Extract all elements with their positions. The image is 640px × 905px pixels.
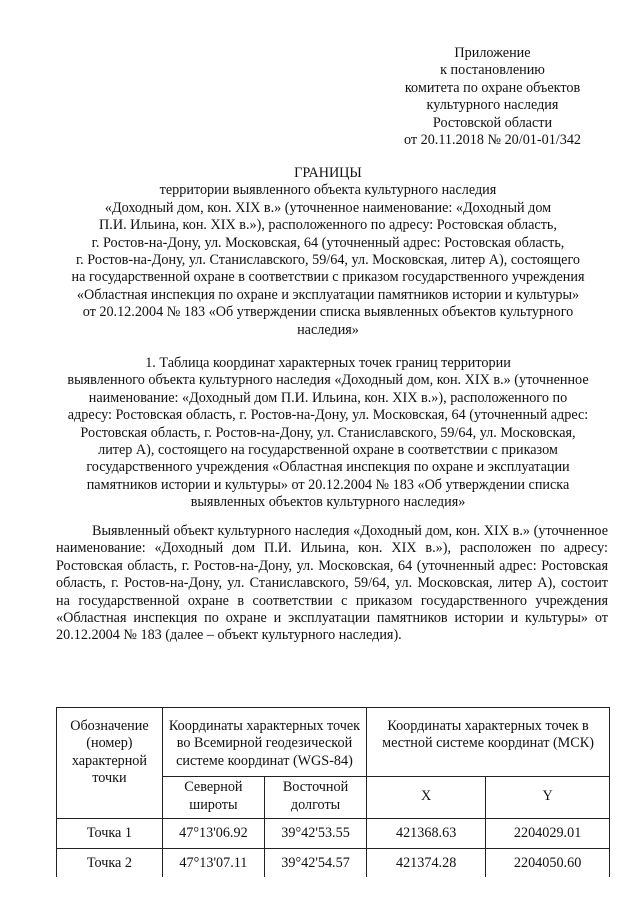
section-line: 1. Таблица координат характерных точек границ территории (145, 355, 511, 371)
title-line: «Доходный дом, кон. XIX в.» (уточненное наименование: «Доходный дом (104, 199, 552, 216)
title-heading: ГРАНИЦЫ (294, 165, 362, 181)
section-line: государственного учреждения «Областная инспекция по охране и эксплуатации (86, 459, 570, 476)
subheader-east: Восточной долготы (264, 777, 366, 819)
cell-point: Точка 1 (57, 819, 163, 849)
table-header-row (57, 708, 610, 777)
cell-east: 39°42'54.57 (264, 849, 366, 877)
body-paragraph: Выявленный объект культурного наследия «Доходный дом, кон. XIX в.» (уточненное наименование: «Доходный дом П.И. Ильина, кон. XIX в.»), расположен по адресу: Ростовская область, г. Ростов-на-Дону, ул. Московская, 64 (уточненный адрес: Ростовская область, г. Ростов-на-Дону, ул. Станиславского, 59/64, ул. Московская, литер А), состоит на государственной охране в соответствии с приказом государственного учреждения «Областная инспекция по охране и эксплуатации памятников истории и культуры» от 20.12.2004 № 183 (далее – объект культурного наследия). (56, 523, 608, 644)
cell-east: 39°42'53.55 (264, 819, 366, 849)
appendix-line: культурного наследия (426, 97, 559, 114)
table-row (57, 849, 610, 877)
section-line: наименование: «Доходный дом П.И. Ильина, кон. XIX в.»), расположенного по (88, 389, 568, 406)
appendix-block (380, 45, 605, 149)
title-line: П.И. Ильина, кон. XIX в.»), расположенного по адресу: Ростовская область, (99, 217, 557, 234)
title-line: г. Ростов-на-Дону, ул. Московская, 64 (уточненный адрес: Ростовская область, (91, 234, 565, 251)
cell-x: 421368.63 (367, 819, 486, 849)
cell-x: 421374.28 (367, 849, 486, 877)
cell-y: 2204050.60 (486, 849, 610, 877)
title-line: «Областная инспекция по охране и эксплуатации памятников истории и культуры» (76, 286, 580, 303)
table-row (57, 819, 610, 849)
cell-point: Точка 2 (57, 849, 163, 877)
title-line: г. Ростов-на-Дону, ул. Станиславского, 59/64, ул. Московская, литер А), состоящего (75, 252, 581, 269)
section-line: выявленного объекта культурного наследия «Доходный дом, кон. XIX в.» (уточненное (67, 372, 589, 389)
header-wgs: Координаты характерных точек во Всемирной геодезической системе координат (WGS-84) (162, 708, 366, 777)
appendix-line: Ростовской области (432, 114, 553, 131)
section-line: Ростовская область, г. Ростов-на-Дону, ул. Станиславского, 59/64, ул. Московская, (80, 424, 576, 441)
title-line: территории выявленного объекта культурного наследия (159, 182, 497, 199)
title-line: от 20.12.2004 № 183 «Об утверждении списка выявленных объектов культурного (82, 304, 574, 321)
header-point: Обозначение (номер) характерной точки (57, 708, 163, 819)
cell-north: 47°13'07.11 (162, 849, 264, 877)
title-line: на государственной охране в соответствии с приказом государственного учреждения (71, 269, 585, 286)
document-title (48, 165, 608, 339)
section-heading (48, 355, 608, 512)
subheader-x: X (367, 777, 486, 819)
appendix-line: Приложение (454, 45, 531, 61)
cell-y: 2204029.01 (486, 819, 610, 849)
title-line: наследия» (297, 321, 359, 338)
subheader-north: Северной широты (162, 777, 264, 819)
section-line: выявленных объектов культурного наследия» (190, 494, 466, 511)
header-msk: Координаты характерных точек в местной системе координат (МСК) (367, 708, 610, 777)
section-line: памятников истории и культуры» от 20.12.2004 № 183 «Об утверждении списка (86, 476, 570, 493)
section-line: литер А), состоящего на государственной охране в соответствии с приказом (98, 442, 558, 459)
appendix-line: от 20.11.2018 № 20/01-01/342 (403, 132, 582, 149)
appendix-line: комитета по охране объектов (404, 79, 581, 96)
subheader-y: Y (486, 777, 610, 819)
section-line: адресу: Ростовская область, г. Ростов-на-Дону, ул. Московская, 64 (уточненный адрес: (67, 407, 589, 424)
appendix-line: к постановлению (440, 62, 545, 79)
coordinates-table (56, 707, 610, 877)
cell-north: 47°13'06.92 (162, 819, 264, 849)
